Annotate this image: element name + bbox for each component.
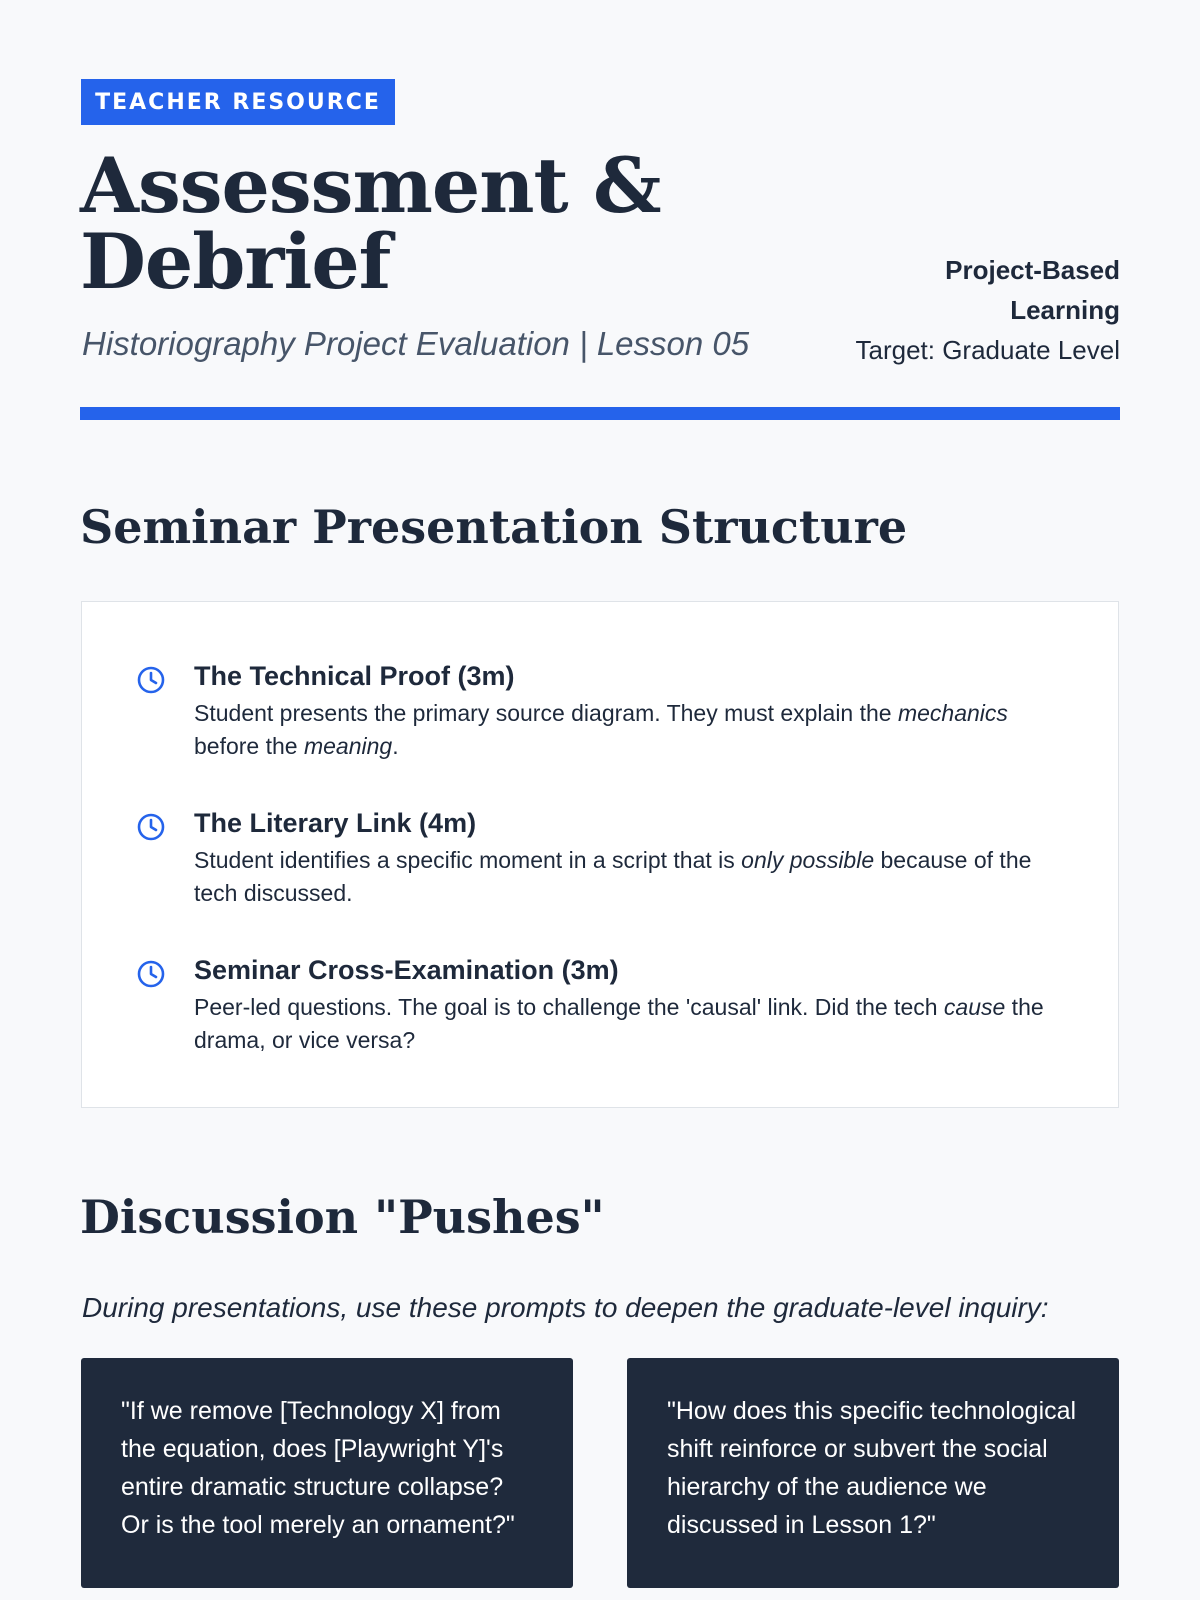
clock-icon bbox=[136, 812, 166, 842]
discussion-prompt-card: "How does this specific technological shift reinforce or subvert the social hierarchy of the audience we discussed in Lesson 1?" bbox=[627, 1358, 1119, 1588]
seminar-step-1 bbox=[136, 659, 1076, 763]
page-title-line-2: Debrief bbox=[80, 217, 391, 306]
seminar-step-title: The Literary Link (4m) bbox=[194, 808, 477, 838]
clock-icon bbox=[136, 959, 166, 989]
clock-icon bbox=[136, 665, 166, 695]
resource-tag: TEACHER RESOURCE bbox=[81, 79, 395, 125]
discussion-intro: During presentations, use these prompts to deepen the graduate-level inquiry: bbox=[82, 1292, 1049, 1323]
meta-type-line-2: Learning bbox=[1010, 295, 1120, 325]
page-title-line-1: Assessment & bbox=[80, 141, 661, 230]
seminar-step-3 bbox=[136, 953, 1076, 1057]
meta-type-line-1: Project-Based bbox=[945, 255, 1120, 285]
discussion-prompt-card: "If we remove [Technology X] from the equation, does [Playwright Y]'s entire dramatic structure collapse? Or is the tool merely an ornament?" bbox=[81, 1358, 573, 1588]
seminar-step-2 bbox=[136, 806, 1076, 910]
header-divider bbox=[80, 407, 1120, 420]
section-heading-seminar: Seminar Presentation Structure bbox=[80, 500, 908, 554]
meta-target: Target: Graduate Level bbox=[855, 335, 1120, 365]
page-subtitle: Historiography Project Evaluation | Lesson 05 bbox=[82, 325, 750, 362]
seminar-step-title: The Technical Proof (3m) bbox=[194, 661, 515, 691]
lesson-meta bbox=[800, 250, 1120, 370]
seminar-structure-panel bbox=[81, 601, 1119, 1108]
seminar-step-description: Student identifies a specific moment in a script that is only possible because of the tech discussed. bbox=[194, 847, 1032, 906]
section-heading-discussion: Discussion "Pushes" bbox=[80, 1190, 605, 1244]
seminar-step-description: Peer-led questions. The goal is to challenge the 'causal' link. Did the tech cause the drama, or vice versa? bbox=[194, 994, 1044, 1053]
page-title bbox=[80, 141, 661, 306]
seminar-step-description: Student presents the primary source diagram. They must explain the mechanics before the meaning. bbox=[194, 700, 1008, 759]
seminar-step-title: Seminar Cross-Examination (3m) bbox=[194, 955, 619, 985]
